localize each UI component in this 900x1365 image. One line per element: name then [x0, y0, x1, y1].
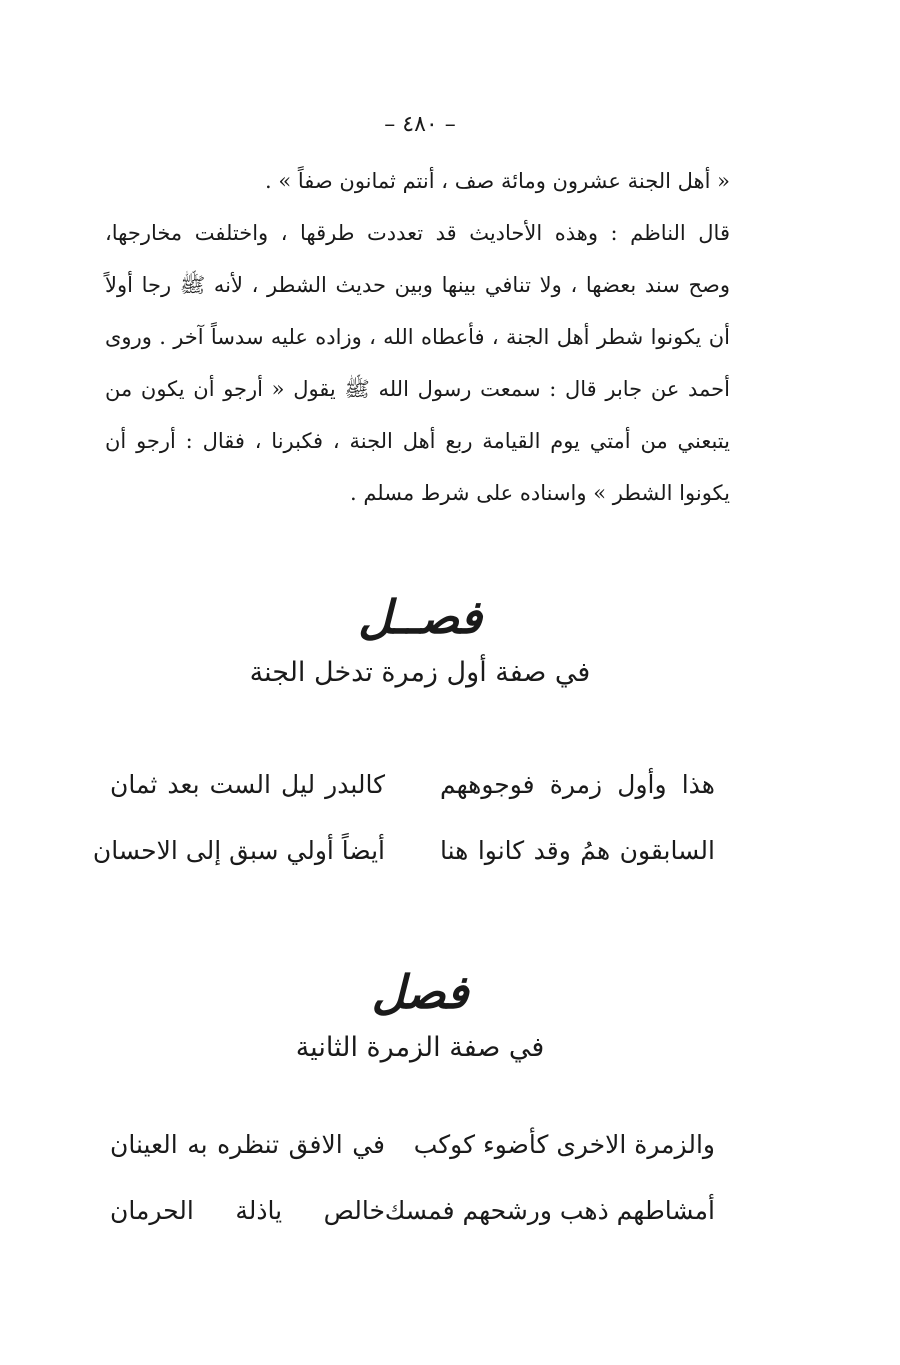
verses-second — [110, 1112, 715, 1244]
verse-first-hemistich: السابقون همُ وقد كانوا هنا — [440, 836, 715, 865]
prose-line: أحمد عن جابر قال : سمعت رسول الله ﷺ يقول « أرجو أن يكون من — [105, 377, 730, 401]
prose-line: أن يكونوا شطر أهل الجنة ، فأعطاه الله ، وزاده عليه سدساً آخر . وروى — [105, 325, 730, 349]
verse-row — [110, 1112, 715, 1178]
prose-line: وصح سند بعضها ، ولا تنافي بينها وبين حديث الشطر ، لأنه ﷺ رجا أولاً — [105, 273, 730, 297]
section-heading-second — [0, 960, 840, 1072]
verses-first — [92, 752, 715, 884]
verse-row — [110, 1178, 715, 1244]
section-heading-first — [0, 585, 840, 697]
section-subtitle: في صفة الزمرة الثانية — [295, 1032, 545, 1063]
verse-first-hemistich: هذا وأول زمرة فوجوههم — [440, 770, 715, 799]
section-subtitle: في صفة أول زمرة تدخل الجنة — [249, 657, 591, 688]
prose-line: « أهل الجنة عشرون ومائة صف ، أنتم ثمانون صفاً » . — [265, 169, 730, 193]
verse-second-hemistich: في الافق تنظره به العينان — [110, 1130, 385, 1159]
section-title: فصــل — [358, 590, 482, 644]
prose-line: قال الناظم : وهذه الأحاديث قد تعددت طرقها ، واختلفت مخارجها، — [105, 221, 730, 245]
prose-paragraph — [105, 155, 730, 519]
section-title: فصل — [371, 965, 469, 1019]
verse-second-hemistich: خالص ياذلة الحرمان — [110, 1196, 385, 1225]
page-number: – ٤٨٠ – — [384, 112, 456, 137]
verse-second-hemistich: أيضاً أولي سبق إلى الاحسان — [92, 836, 385, 865]
verse-first-hemistich: والزمرة الاخرى كأضوء كوكب — [413, 1130, 715, 1159]
verse-row — [92, 818, 715, 884]
verse-row — [110, 752, 715, 818]
prose-line: يتبعني من أمتي يوم القيامة ربع أهل الجنة ، فكبرنا ، فقال : أرجو أن — [105, 429, 730, 453]
verse-second-hemistich: كالبدر ليل الست بعد ثمان — [110, 770, 385, 799]
prose-line: يكونوا الشطر » واسناده على شرط مسلم . — [349, 481, 730, 505]
verse-first-hemistich: أمشاطهم ذهب ورشحهم فمسك — [384, 1196, 715, 1225]
